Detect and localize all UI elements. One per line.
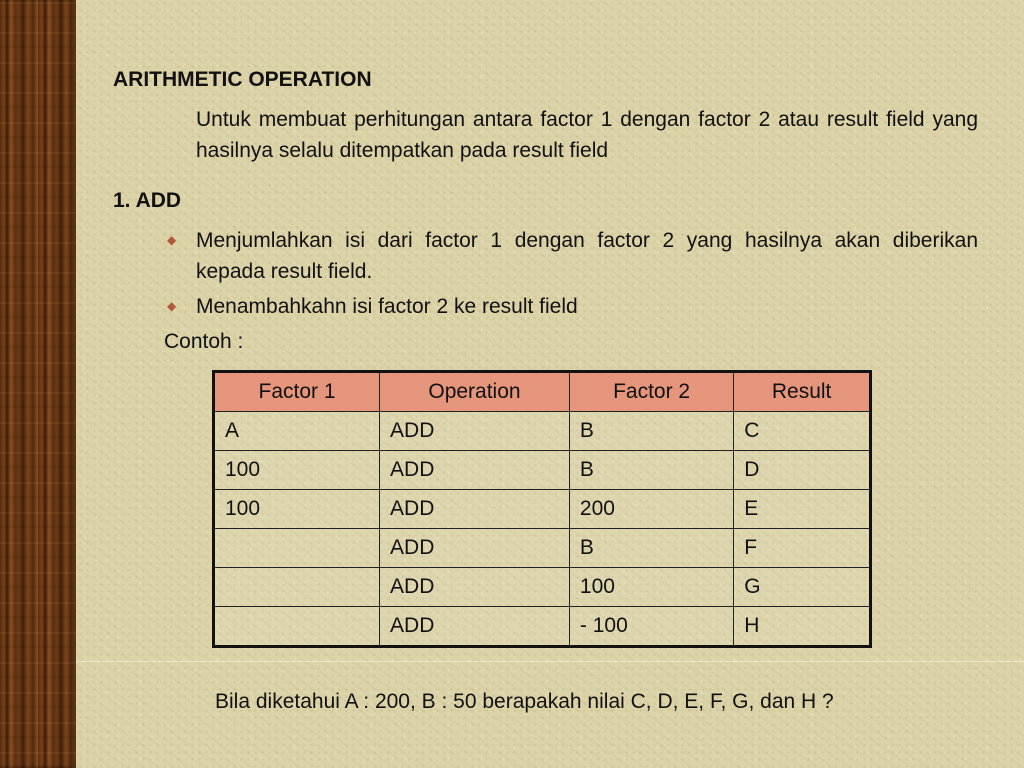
table-row bbox=[214, 412, 871, 451]
table-cell: A bbox=[214, 412, 380, 451]
header-cell: Factor 1 bbox=[214, 372, 380, 412]
diamond-bullet-icon: ◆ bbox=[167, 299, 177, 313]
table-cell: B bbox=[569, 529, 733, 568]
table-cell: 100 bbox=[214, 490, 380, 529]
bullet-text: Menambahkahn isi factor 2 ke result field bbox=[196, 295, 578, 318]
table-cell: H bbox=[734, 607, 871, 647]
table-row bbox=[214, 568, 871, 607]
table-cell: ADD bbox=[380, 490, 570, 529]
table-cell: ADD bbox=[380, 412, 570, 451]
table-cell: 100 bbox=[569, 568, 733, 607]
table-cell: F bbox=[734, 529, 871, 568]
table-cell: ADD bbox=[380, 451, 570, 490]
bullet-item bbox=[167, 225, 978, 287]
table-header-row bbox=[214, 372, 871, 412]
table-cell: E bbox=[734, 490, 871, 529]
table-cell: 200 bbox=[569, 490, 733, 529]
slide-title: ARITHMETIC OPERATION bbox=[113, 68, 372, 91]
example-label: Contoh : bbox=[164, 330, 244, 353]
table-cell: G bbox=[734, 568, 871, 607]
bullet-text: Menjumlahkan isi dari factor 1 dengan factor 2 yang hasilnya akan diberikan kepada result field. bbox=[196, 229, 978, 283]
table-cell: D bbox=[734, 451, 871, 490]
table-row bbox=[214, 607, 871, 647]
table-row bbox=[214, 490, 871, 529]
header-cell: Operation bbox=[380, 372, 570, 412]
table-cell: - 100 bbox=[569, 607, 733, 647]
table-row bbox=[214, 529, 871, 568]
header-cell: Factor 2 bbox=[569, 372, 733, 412]
table-cell bbox=[214, 607, 380, 647]
table-cell: ADD bbox=[380, 607, 570, 647]
header-cell: Result bbox=[734, 372, 871, 412]
table-row bbox=[214, 451, 871, 490]
question-text: Bila diketahui A : 200, B : 50 berapakah nilai C, D, E, F, G, dan H ? bbox=[215, 690, 834, 713]
section-heading: 1. ADD bbox=[113, 189, 182, 212]
diamond-bullet-icon: ◆ bbox=[167, 233, 177, 247]
table-cell: ADD bbox=[380, 568, 570, 607]
table-cell: B bbox=[569, 451, 733, 490]
table-cell bbox=[214, 568, 380, 607]
intro-paragraph: Untuk membuat perhitungan antara factor 1 dengan factor 2 atau result field yang hasilnya selalu ditempatkan pada result field bbox=[196, 108, 978, 162]
table-cell: C bbox=[734, 412, 871, 451]
bullet-item bbox=[167, 291, 978, 322]
table-cell: B bbox=[569, 412, 733, 451]
divider-line bbox=[76, 661, 1024, 662]
table-cell: 100 bbox=[214, 451, 380, 490]
table-cell: ADD bbox=[380, 529, 570, 568]
table-cell bbox=[214, 529, 380, 568]
operations-table bbox=[212, 370, 872, 648]
